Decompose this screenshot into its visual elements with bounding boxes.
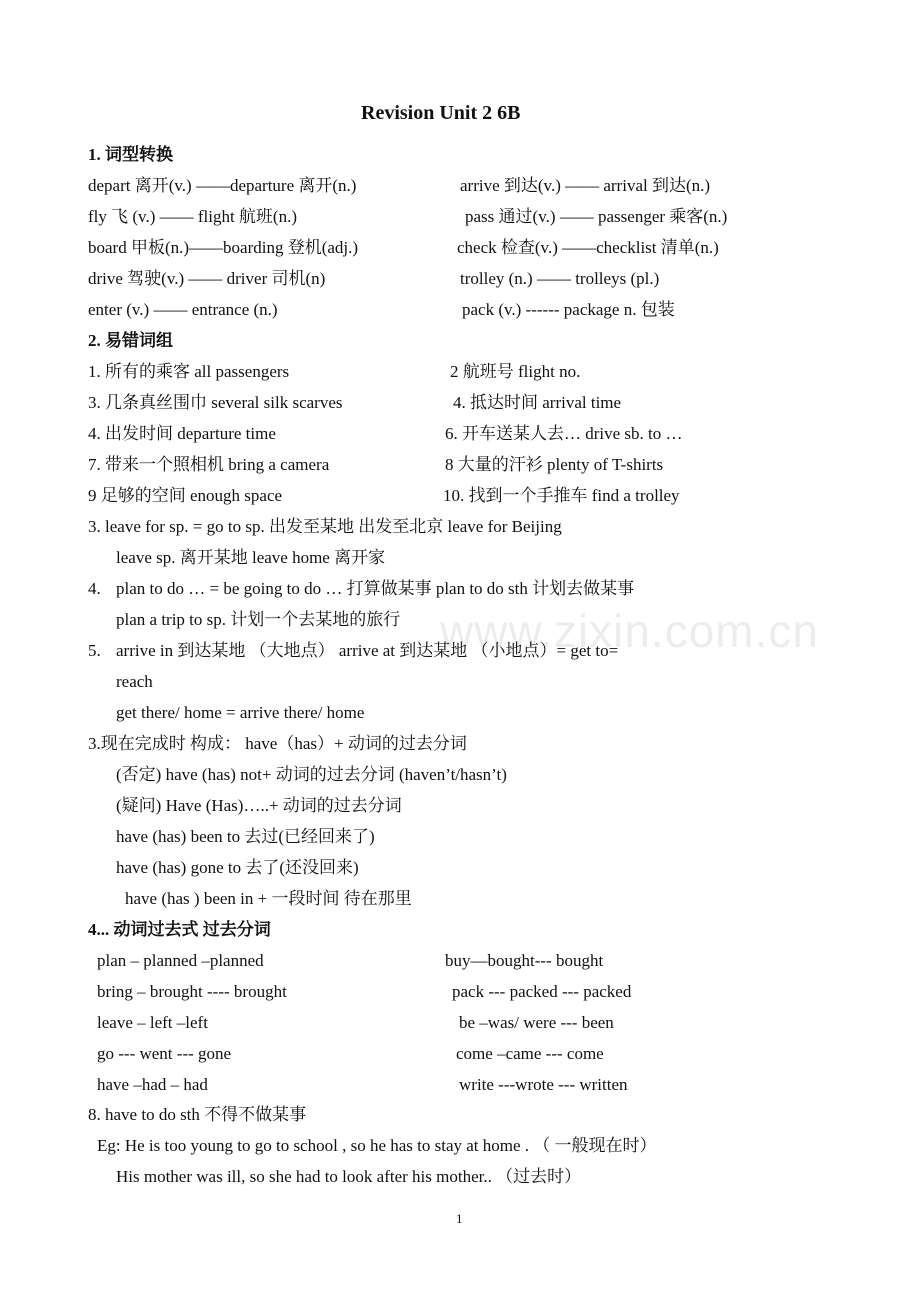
verb-forms-left: have –had – had — [97, 1075, 208, 1094]
phrase-note: reach — [116, 672, 153, 691]
phrase-item: 4. 出发时间 departure time — [88, 424, 276, 443]
phrase-note: 3. leave for sp. = go to sp. 出发至某地 出发至北京 leave for Beijing — [88, 517, 562, 536]
grammar-line: have (has) gone to 去了(还没回来) — [116, 858, 359, 877]
phrase-item: 7. 带来一个照相机 bring a camera — [88, 455, 330, 474]
word-pair-right: pack (v.) ------ package n. 包装 — [462, 300, 675, 319]
word-pair-right: arrive 到达(v.) —— arrival 到达(n.) — [460, 176, 711, 195]
phrase-note: plan a trip to sp. 计划一个去某地的旅行 — [116, 610, 401, 629]
phrase-item: 10. 找到一个手推车 find a trolley — [443, 486, 680, 505]
word-pair-right: check 检查(v.) ——checklist 清单(n.) — [457, 238, 719, 257]
section-3-heading: 3.现在完成时 构成： have（has）+ 动词的过去分词 — [88, 734, 467, 753]
verb-forms-right: buy—bought--- bought — [445, 951, 604, 970]
phrase-item: 8 大量的汗衫 plenty of T-shirts — [445, 455, 664, 474]
phrase-item: 9 足够的空间 enough space — [88, 486, 283, 505]
section-4-heading: 4... 动词过去式 过去分词 — [88, 920, 271, 939]
phrase-note: leave sp. 离开某地 leave home 离开家 — [116, 548, 386, 567]
word-pair-right: pass 通过(v.) —— passenger 乘客(n.) — [465, 207, 728, 226]
phrase-note: arrive in 到达某地 （大地点） arrive at 到达某地 （小地点）= get to= — [116, 641, 619, 660]
example-sentence: Eg: He is too young to go to school , so he has to stay at home . （ 一般现在时） — [97, 1136, 657, 1155]
word-pair-left: fly 飞 (v.) —— flight 航班(n.) — [88, 207, 298, 226]
phrase-item: 2 航班号 flight no. — [450, 362, 581, 381]
verb-forms-left: go --- went --- gone — [97, 1044, 232, 1063]
verb-forms-left: leave – left –left — [97, 1013, 208, 1032]
verb-forms-right: write ---wrote --- written — [459, 1075, 628, 1094]
watermark: www.zixin.com.cn — [440, 605, 819, 657]
phrase-note: get there/ home = arrive there/ home — [116, 703, 365, 722]
word-pair-left: depart 离开(v.) ——departure 离开(n.) — [88, 176, 357, 195]
grammar-line: have (has ) been in + 一段时间 待在那里 — [125, 889, 412, 908]
grammar-line: (疑问) Have (Has)…..+ 动词的过去分词 — [116, 796, 402, 815]
section-1-heading: 1. 词型转换 — [88, 145, 173, 164]
word-pair-left: enter (v.) —— entrance (n.) — [88, 300, 278, 319]
page-number: 1 — [456, 1211, 463, 1226]
example-sentence: His mother was ill, so she had to look after his mother.. （过去时） — [116, 1167, 582, 1186]
phrase-item: 1. 所有的乘客 all passengers — [88, 362, 290, 381]
word-pair-left: board 甲板(n.)——boarding 登机(adj.) — [88, 238, 359, 257]
phrase-note: plan to do … = be going to do … 打算做某事 plan to do sth 计划去做某事 — [116, 579, 635, 598]
grammar-line: (否定) have (has) not+ 动词的过去分词 (haven’t/hasn’t) — [116, 765, 507, 784]
phrase-item: 4. 抵达时间 arrival time — [453, 393, 622, 412]
verb-forms-left: plan – planned –planned — [97, 951, 264, 970]
verb-forms-right: come –came --- come — [456, 1044, 604, 1063]
verb-forms-right: be –was/ were --- been — [459, 1013, 614, 1032]
verb-forms-right: pack --- packed --- packed — [452, 982, 632, 1001]
grammar-line: have (has) been to 去过(已经回来了) — [116, 827, 375, 846]
verb-forms-left: bring – brought ---- brought — [97, 982, 287, 1001]
phrase-item: 3. 几条真丝围巾 several silk scarves — [88, 393, 343, 412]
section-2-heading: 2. 易错词组 — [88, 331, 173, 350]
word-pair-right: trolley (n.) —— trolleys (pl.) — [460, 269, 660, 288]
page-title: Revision Unit 2 6B — [361, 102, 521, 124]
phrase-note-number: 4. — [88, 579, 101, 598]
word-pair-left: drive 驾驶(v.) —— driver 司机(n) — [88, 269, 326, 288]
phrase-note-number: 5. — [88, 641, 101, 660]
phrase-item: 6. 开车送某人去… drive sb. to … — [445, 424, 683, 443]
section-8-heading: 8. have to do sth 不得不做某事 — [88, 1105, 307, 1124]
